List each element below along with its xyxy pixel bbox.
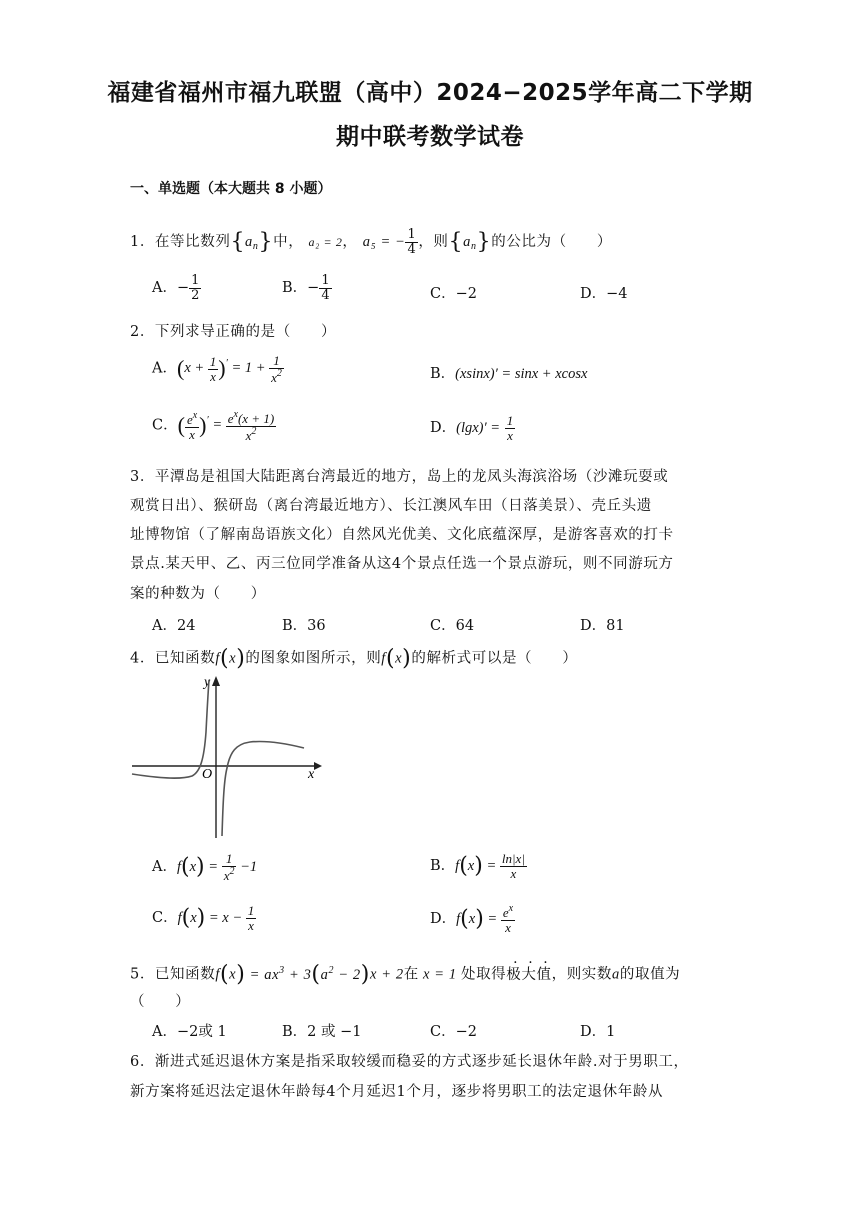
q4-option-b-label: B． [430, 858, 456, 875]
q1-given-2: a₅ = − [362, 234, 406, 251]
q2-option-b-label: B． [430, 366, 456, 382]
q5-option-b: B．2 或 −1 [282, 1024, 362, 1040]
q6-line-1: 6．渐进式延迟退休方案是指采取较缓而稳妥的方式逐步延长退休年龄.对于男职工， [130, 1054, 689, 1070]
section-heading: 一、单选题（本大题共 8 小题） [130, 181, 332, 197]
q4-text-a: 4．已知函数 [130, 650, 216, 667]
q2-option-c-label: C． [152, 417, 178, 434]
q1-option-b-label: B． [282, 280, 308, 297]
q5-answer-paren: （ ） [130, 994, 191, 1010]
q5-text-e: 的取值为 [619, 966, 681, 983]
q3-line-1: 3．平潭岛是祖国大陆距离台湾最近的地方，岛上的龙凤头海滨浴场（沙滩玩耍或 [130, 469, 669, 485]
q5-emph-3: 值 [536, 966, 552, 983]
q1-option-c-label: C． [430, 286, 456, 302]
q2-option-a: A．(x + $\frac{1}{x}$ )′ = 1 + $\frac{1}{x^2}$ [152, 353, 282, 385]
q4-text-c: 的解析式可以是（ ） [411, 650, 578, 667]
q5-option-c: C．−2 [430, 1024, 477, 1040]
q2-option-d-label: D． [430, 420, 457, 437]
q2-option-d-expr: (lgx)′ = [456, 420, 501, 437]
q5-text-a: 5．已知函数 [130, 966, 216, 983]
q2-option-b [430, 362, 587, 383]
q4-option-c: C．f(x) = x − $\frac{1}{x}$ [152, 903, 255, 933]
curve-right-branch [222, 741, 304, 836]
origin-label: O [202, 767, 213, 782]
q2-option-b-expr: (xsinx)′ = sinx + xcosx [455, 366, 588, 382]
q3-line-2: 观赏日出）、猴研岛（离台湾最近地方）、长江澳风车田（日落美景）、壳丘头遗 [130, 498, 652, 514]
q1-seq-sub: n [252, 241, 259, 253]
q1-option-c [430, 282, 477, 303]
q1-option-c-text: −2 [455, 286, 477, 302]
q1-option-d-text: −4 [606, 286, 628, 302]
x-axis-label: x [308, 767, 315, 782]
q1-option-b-sign: − [307, 280, 320, 297]
q1-frac-num: 1 [407, 227, 417, 242]
q3-line-4: 景点.某天甲、乙、丙三位同学准备从这4个景点任选一个景点游玩，则不同游玩方 [130, 556, 674, 572]
q1-seq: a [245, 234, 253, 251]
q5-option-a: A．−2或 1 [152, 1024, 227, 1040]
q5-emph-2: 大 [521, 966, 537, 983]
q1-option-a-sign: − [176, 280, 190, 297]
q1-option-b-den: 4 [321, 287, 330, 303]
q1-option-a-den: 2 [191, 287, 200, 303]
y-axis-label: y [204, 675, 211, 690]
q3-option-a: A．24 [152, 618, 196, 634]
q1-frac-den: 4 [407, 241, 417, 257]
q1-option-a-num: 1 [191, 273, 200, 288]
exam-title-line-2: 期中联考数学试卷 [336, 124, 524, 150]
question-4-stem: 4．已知函数f(x)的图象如图所示，则f(x)的解析式可以是（ ） [130, 646, 578, 671]
q1-option-b-num: 1 [321, 273, 330, 288]
q1-option-a [152, 274, 201, 302]
q6-line-2: 新方案将延迟法定退休年龄每4个月延迟1个月，逐步将男职工的法定退休年龄从 [130, 1084, 664, 1100]
q4-option-d: D．f(x) = $\frac{e^x}{x}$ [430, 903, 514, 935]
y-axis-arrow-icon [212, 676, 220, 686]
q1-text-tail: ，则 [418, 234, 449, 251]
q5-text-d: ，则实数 [551, 966, 613, 983]
q2-option-c: C．( $\frac{e^x}{x}$ )′ = $\frac{e^x(x + 1)}{x^2}$ [152, 409, 275, 443]
q5-text-c: 处取得 [460, 966, 507, 983]
curve-left-branch [132, 680, 209, 778]
q4-text-b: 的图象如图所示，则 [245, 650, 382, 667]
q3-line-3: 址博物馆（了解南岛语族文化）自然风光优美、文化底蕴深厚，是游客喜欢的打卡 [130, 527, 674, 543]
q2-option-a-label: A． [152, 360, 177, 377]
exam-title-line-1: 福建省福州市福九联盟（高中）2024−2025学年高二下学期 [107, 80, 753, 106]
q3-option-d: D．81 [580, 618, 625, 634]
x-axis-arrow-icon [314, 762, 322, 770]
q4-option-a-label: A． [152, 859, 177, 876]
q4-option-c-label: C． [152, 910, 178, 927]
question-5-stem: 5．已知函数$f(x) = ax^3 + 3(a^2 - 2)x + 2$在 x = 1 处取得极大值，则实数a的取值为 [130, 962, 681, 987]
q4-option-b: B．f(x) = $\frac{\ln|x|}{x}$ [430, 851, 525, 881]
q4-option-d-label: D． [430, 911, 457, 928]
q1-option-b [282, 274, 332, 302]
q1-given-1: a₂ = 2 [308, 235, 343, 250]
q5-option-d: D．1 [580, 1024, 616, 1040]
q3-option-c: C．64 [430, 618, 475, 634]
q1-text: 1．在等比数列 [130, 234, 231, 251]
q1-text-tail-2: 的公比为（ ） [491, 234, 613, 251]
question-1-stem: 1．在等比数列$\{a_n\}$中， a₂ = 2， a₅ = − $\frac{1}{4}$ ，则$\{a_n\}$的公比为（ ） [130, 227, 613, 257]
q1-text-mid: 中， [273, 234, 304, 251]
q1-option-d [580, 282, 628, 303]
q5-emph-1: 极 [506, 966, 522, 983]
q3-option-b: B．36 [282, 618, 326, 634]
q5-text-b: 在 [403, 966, 419, 983]
q2-option-d: D．(lgx)′ = $\frac{1}{x}$ [430, 413, 514, 443]
q4-option-a: A．f(x) = $\frac{1}{x^2}$ −1 [152, 851, 258, 883]
q3-line-5: 案的种数为（ ） [130, 586, 266, 602]
q1-option-d-label: D． [580, 286, 607, 302]
q1-option-a-label: A． [152, 280, 177, 297]
q4-function-graph [128, 672, 328, 840]
question-2-stem: 2．下列求导正确的是（ ） [130, 324, 337, 340]
